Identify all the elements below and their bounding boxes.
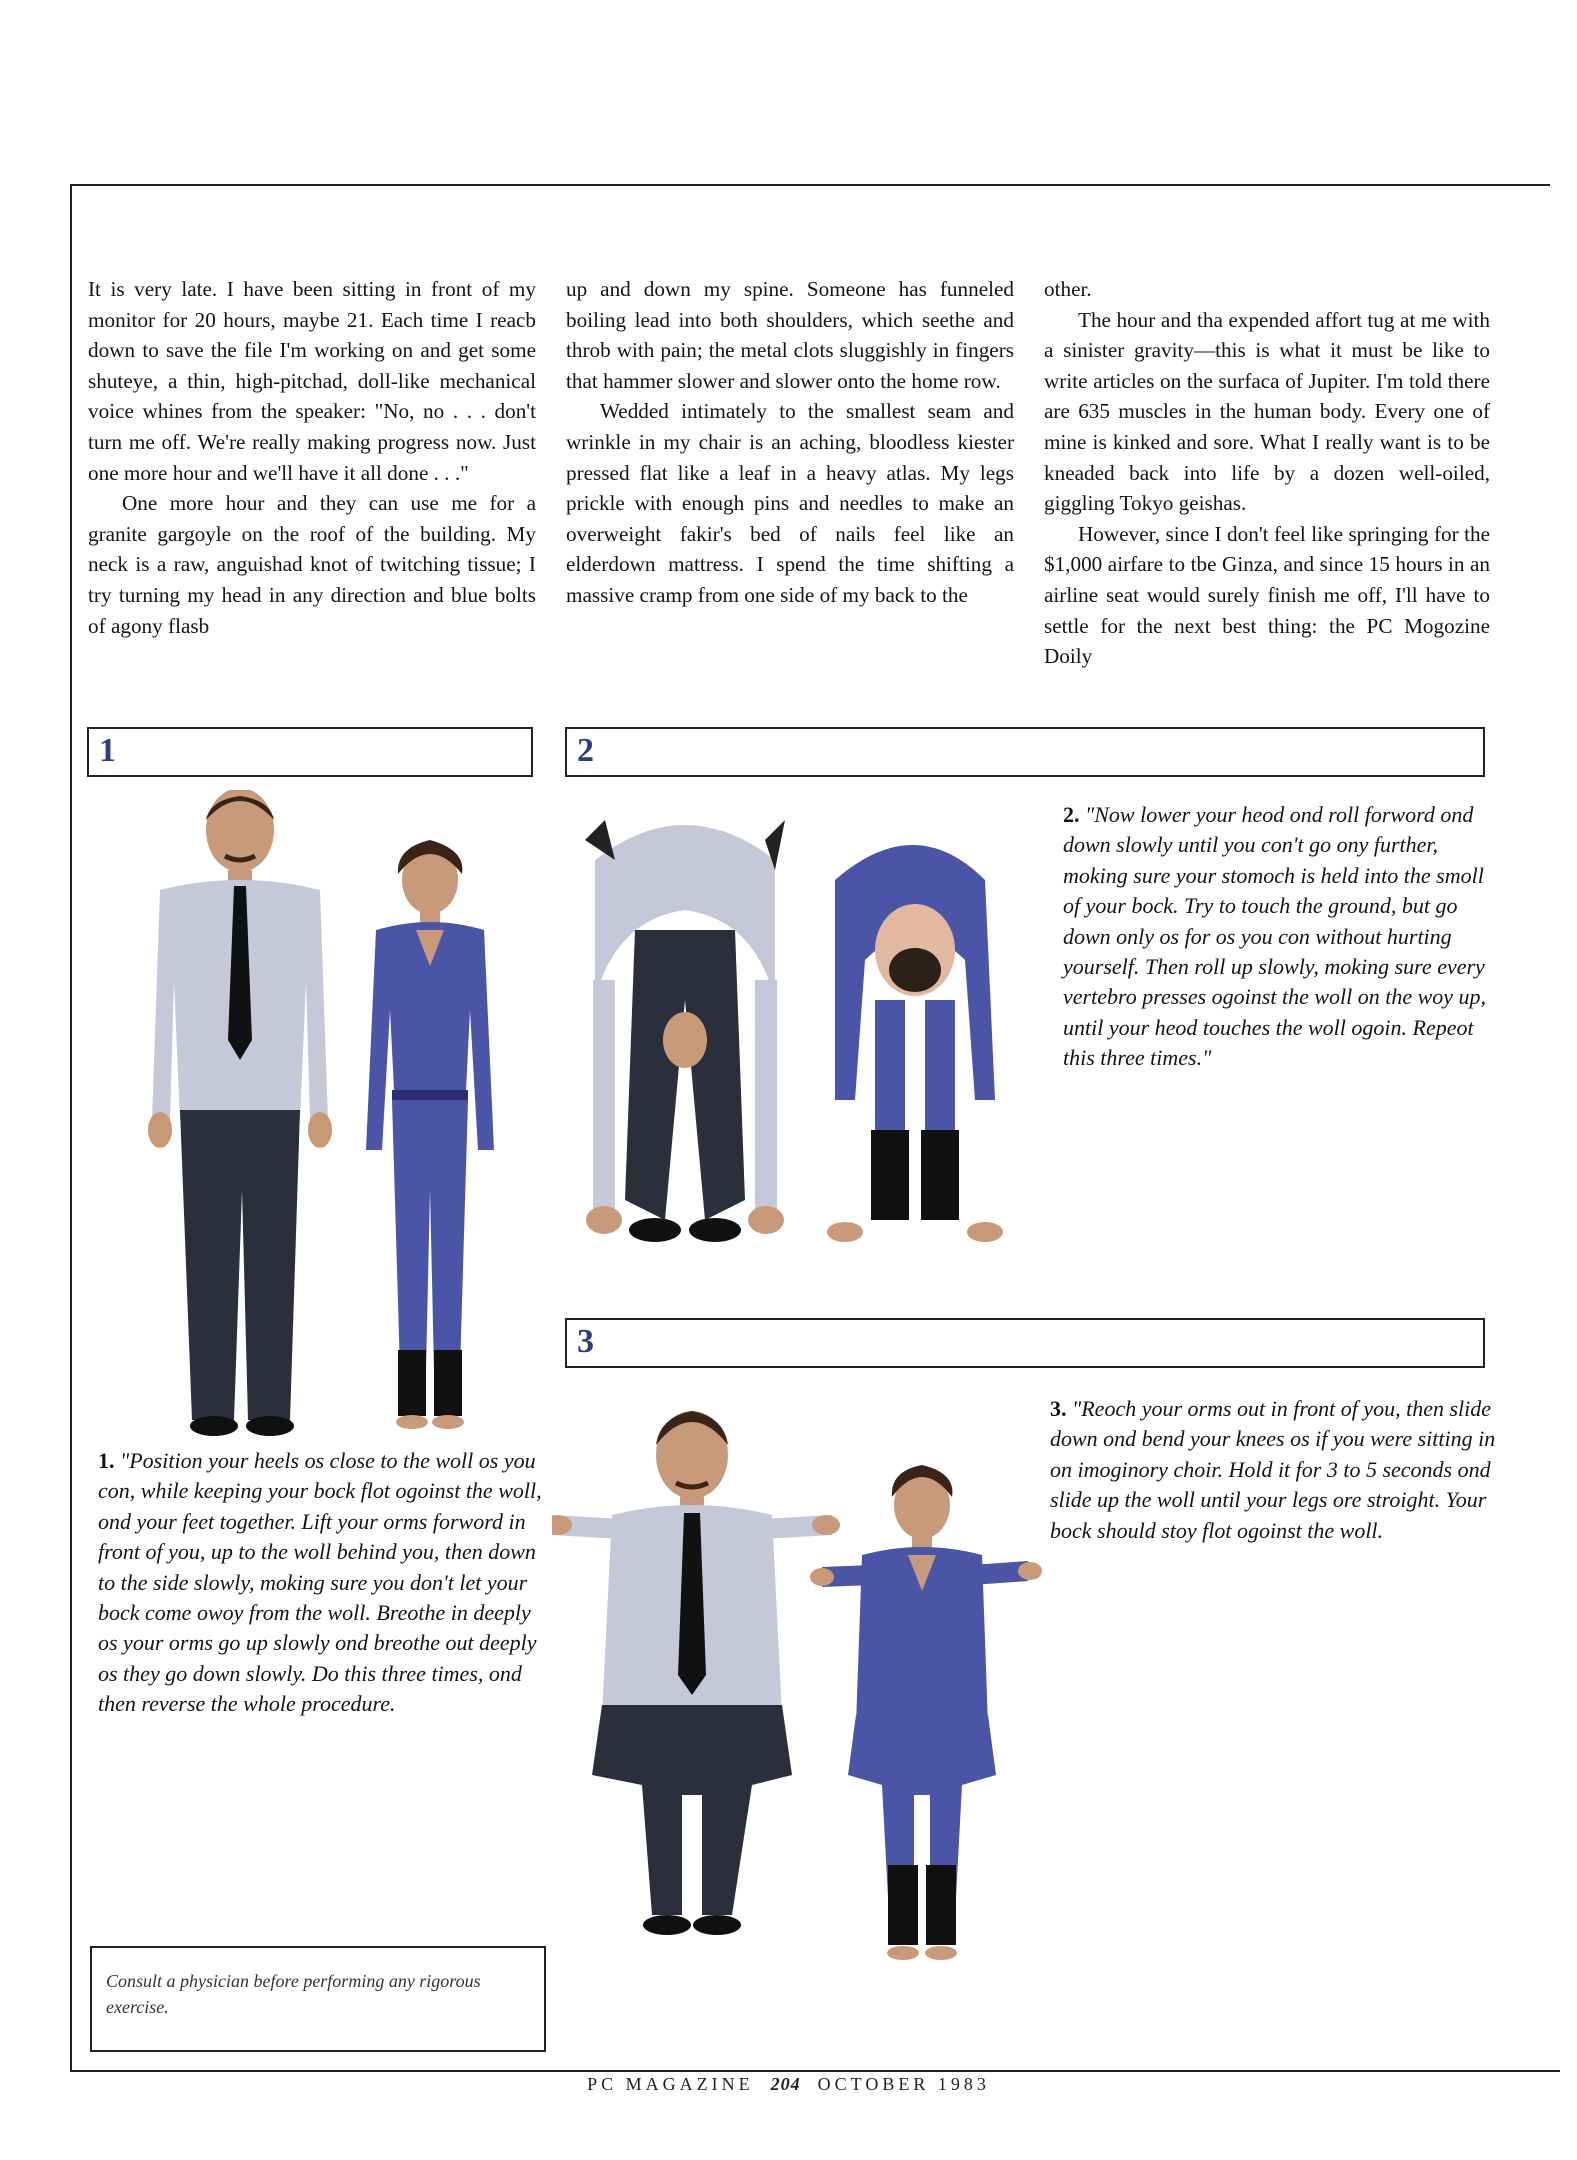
- step-1-header-box: [87, 727, 533, 777]
- step-1-caption-number: 1.: [98, 1448, 115, 1473]
- article-column-3: [1044, 274, 1490, 672]
- top-rule: [70, 184, 1550, 186]
- page-footer: [0, 2074, 1577, 2095]
- left-rule: [70, 184, 72, 2070]
- step-1-number: 1: [99, 732, 116, 769]
- article-paragraph: Wedded intimately to the smallest seam and wrinkle in my chair is an aching, bloodless kiester pressed flat like a leaf in a heavy atlas. My legs prickle with enough pins and needles to make an overweight fakir's bed of nails feel like an elderdown mattress. I spend the time shifting a massive cramp from one side of my back to the: [566, 399, 1014, 607]
- step-3-header-box: [565, 1318, 1485, 1368]
- article-paragraph: up and down my spine. Someone has funneled boiling lead into both shoulders, which seethe and throb with pain; the metal clots sluggishly in fingers that hammer slower and slower onto the home row.: [566, 277, 1014, 393]
- physician-warning-box: [90, 1946, 546, 2052]
- woman-wall-sit-figure: [810, 1465, 1042, 1960]
- bottom-rule: [70, 2070, 1560, 2072]
- woman-standing-figure: [366, 840, 494, 1429]
- woman-forward-bend-figure: [827, 845, 1003, 1242]
- step-1-caption-text: "Position your heels os close to the woll os you con, while keeping your bock flot ogoinst the woll, ond your feet together. Lift your orms forword in front of you, up to the woll behind you, then down to the side slowly, moking sure you don't let your bock come owoy from the woll. Breothe in deeply os your orms go up slowly ond breothe out deeply os they go down slowly. Do this three times, ond then reverse the whole procedure.: [98, 1448, 542, 1717]
- step-2-caption: [1063, 800, 1503, 1074]
- article-column-2: [566, 274, 1014, 611]
- step-3-caption: [1050, 1394, 1500, 1546]
- man-standing-figure: [148, 790, 332, 1436]
- article-column-1: [88, 274, 536, 641]
- step-3-photo: [552, 1395, 1042, 1975]
- footer-page-number: 204: [770, 2074, 801, 2094]
- man-wall-sit-figure: [552, 1411, 840, 1935]
- physician-warning-text: Consult a physician before performing any rigorous exercise.: [106, 1971, 481, 2017]
- article-paragraph: The hour and tha expended affort tug at me with a sinister gravity—this is what it must be like to write articles on the surfaca of Jupiter. I'm told there are 635 muscles in the human body. Every one of mine is kinked and sore. What I really want is to be kneaded back into life by a dozen well-oiled, giggling Tokyo geishas.: [1044, 307, 1490, 516]
- footer-magazine: PC MAGAZINE: [587, 2074, 754, 2094]
- step-2-header-box: [565, 727, 1485, 777]
- article-paragraph: other.: [1044, 277, 1092, 301]
- step-1-caption: [98, 1446, 544, 1720]
- step-2-caption-number: 2.: [1063, 802, 1080, 827]
- footer-date: OCTOBER 1983: [817, 2074, 990, 2094]
- step-3-caption-text: "Reoch your orms out in front of you, then slide down ond bend your knees os if you were sitting in on imoginory choir. Hold it for 3 to 5 seconds ond slide up the woll until your legs ore stroight. Your bock should stoy flot ogoinst the woll.: [1050, 1396, 1496, 1543]
- article-paragraph: One more hour and they can use me for a granite gargoyle on the roof of the building. My neck is a raw, anguishad knot of twitching tissue; I try turning my head in any direction and blue bolts of agony flasb: [88, 491, 536, 638]
- step-2-number: 2: [577, 732, 594, 769]
- man-forward-bend-figure: [585, 820, 785, 1242]
- article-paragraph: It is very late. I have been sitting in front of my monitor for 20 hours, maybe 21. Each time I reacb down to save the file I'm working on and get some shuteye, a thin, high-pitchad, doll-like mechanical voice whines from the speaker: "No, no . . . don't turn me off. We're really making progress now. Just one more hour and we'll have it all done . . .": [88, 277, 536, 485]
- article-paragraph: However, since I don't feel like springing for the $1,000 airfare to tbe Ginza, and since 15 hours in an airline seat would surely finish me off, I'll have to settle for the next best thing: the PC Mogozine Doily: [1044, 521, 1490, 669]
- step-3-caption-number: 3.: [1050, 1396, 1067, 1421]
- step-2-photo: [575, 800, 1045, 1270]
- step-3-number: 3: [577, 1323, 594, 1360]
- step-1-photo: [130, 790, 530, 1440]
- step-2-caption-text: "Now lower your heod ond roll forword ond down slowly until you con't go ony further, moking sure your stomoch is held into the smoll of your bock. Try to touch the ground, but go down only os for os you con without hurting yourself. Then roll up slowly, moking sure every vertebro presses ogoinst the woll on the woy up, until your heod touches the woll ogoin. Repeot this three times.": [1063, 802, 1487, 1071]
